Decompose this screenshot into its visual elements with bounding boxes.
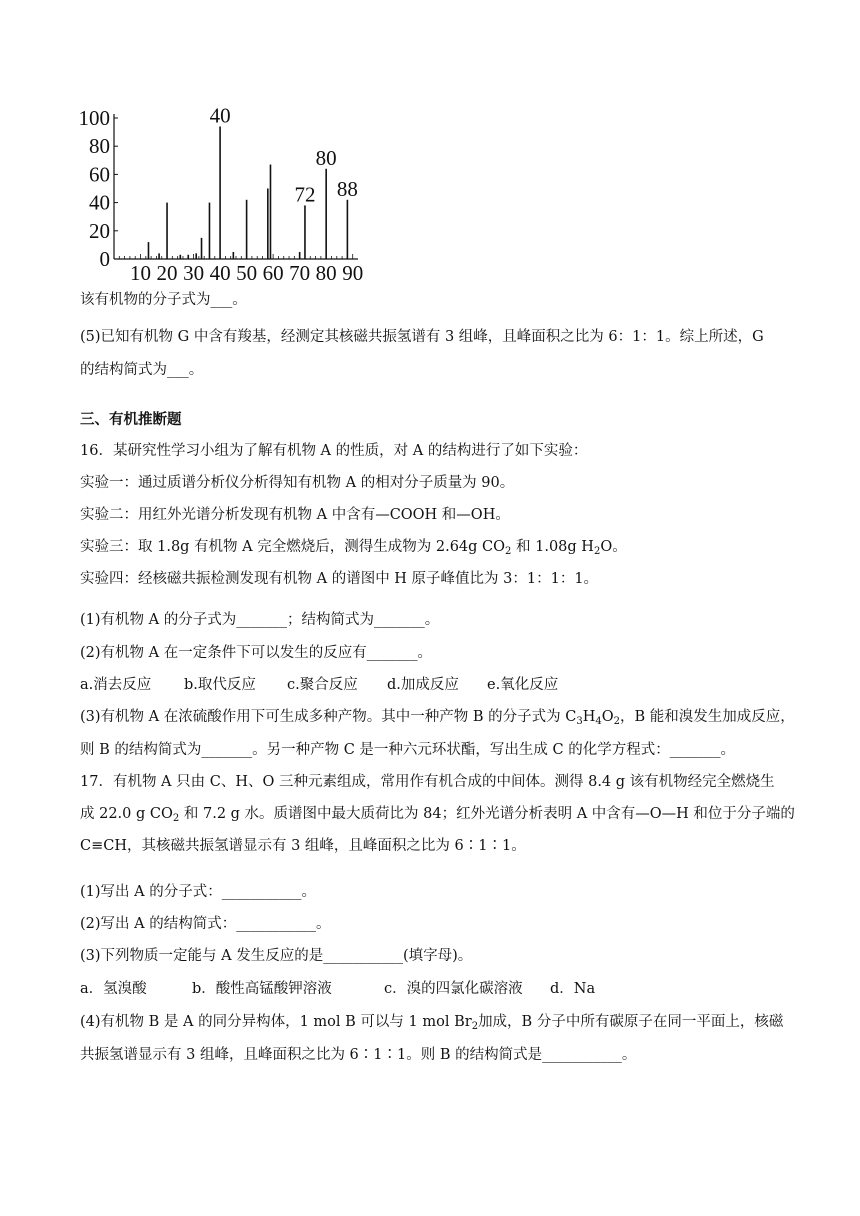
- y-tick-label: 80: [89, 134, 110, 159]
- option: d．Na: [550, 981, 596, 997]
- text-line: [80, 804, 795, 824]
- text-line: (1)写出 A 的分子式：___________。: [80, 884, 316, 900]
- text-segment: ，B 能和溴发生加成反应，: [619, 709, 795, 725]
- question-16-stem: 16．某研究性学习小组为了解有机物 A 的性质，对 A 的结构进行了如下实验：: [80, 443, 588, 459]
- text-segment: O。: [600, 539, 627, 555]
- text-line: 共振氢谱显示有 3 组峰，且峰面积之比为 6∶1∶1。则 B 的结构简式是___________。: [80, 1047, 637, 1063]
- y-tick-label: 0: [99, 247, 110, 271]
- option: b．酸性高锰酸钾溶液: [192, 981, 332, 997]
- text-segment: H: [582, 709, 596, 725]
- text-line: [80, 537, 627, 557]
- text-line: [80, 1012, 783, 1032]
- text-line: 则 B 的结构简式为_______。另一种产物 C 是一种六元环状酯，写出生成 C 的化学方程式：_______。: [80, 742, 735, 758]
- x-tick-label: 90: [342, 261, 364, 282]
- text-segment: 和 1.08g H: [511, 539, 594, 555]
- peak-label: 88: [336, 176, 358, 201]
- x-tick-label: 20: [156, 261, 178, 282]
- text-line: (2)写出 A 的结构简式：___________。: [80, 916, 331, 932]
- options-row: [80, 979, 595, 999]
- x-tick-label: 40: [209, 261, 231, 282]
- text-segment: 实验三：取 1.8g 有机物 A 完全燃烧后，测得生成物为 2.64g CO: [80, 539, 506, 555]
- x-tick-label: 70: [289, 261, 311, 282]
- text-segment: 成 22.0 g CO: [80, 806, 173, 822]
- option: a.消去反应: [80, 677, 152, 693]
- text-line: 该有机物的分子式为___。: [80, 292, 247, 308]
- text-line: (2)有机物 A 在一定条件下可以发生的反应有_______。: [80, 645, 432, 661]
- x-tick-label: 80: [315, 261, 337, 282]
- text-segment: 加成，B 分子中所有碳原子在同一平面上，核磁: [478, 1014, 784, 1030]
- text-segment: O: [601, 709, 614, 725]
- text-line: 实验一：通过质谱分析仪分析得知有机物 A 的相对分子质量为 90。: [80, 475, 515, 491]
- y-tick-label: 40: [89, 190, 110, 215]
- option: e.氧化反应: [487, 677, 559, 693]
- text-line: 的结构简式为___。: [80, 362, 204, 378]
- option: a．氢溴酸: [80, 981, 147, 997]
- mass-spectrum-svg: [72, 104, 372, 282]
- subscript: 2: [505, 546, 512, 557]
- x-tick-label: 60: [262, 261, 284, 282]
- subscript: 3: [576, 716, 583, 727]
- subscript: 2: [593, 546, 601, 557]
- text-line: (5)已知有机物 G 中含有羧基，经测定其核磁共振氢谱有 3 组峰，且峰面积之比为 6：1：1。综上所述，G: [80, 329, 764, 345]
- text-segment: (4)有机物 B 是 A 的同分异构体，1 mol B 可以与 1 mol Br: [80, 1014, 472, 1030]
- text-line: 实验二：用红外光谱分析发现有机物 A 中含有—COOH 和—OH。: [80, 507, 510, 523]
- text-line: 实验四：经核磁共振检测发现有机物 A 的谱图中 H 原子峰值比为 3：1：1：1。: [80, 571, 599, 587]
- y-tick-label: 20: [89, 218, 110, 243]
- mass-spectrum-chart: [72, 104, 372, 282]
- subscript: 2: [471, 1021, 479, 1032]
- options-row: [80, 675, 558, 695]
- peak-label: 40: [209, 104, 231, 128]
- option: c.聚合反应: [287, 677, 358, 693]
- x-tick-label: 50: [236, 261, 258, 282]
- section-heading: 三、有机推断题: [80, 412, 182, 428]
- x-tick-label: 30: [183, 261, 205, 282]
- text-segment: 和 7.2 g 水。质谱图中最大质荷比为 84；红外光谱分析表明 A 中含有—O—H 和位于分子端的: [179, 806, 795, 822]
- y-tick-label: 60: [89, 162, 110, 187]
- peak-label: 72: [294, 182, 316, 207]
- text-line: [80, 707, 795, 727]
- peak-label: 80: [315, 145, 337, 170]
- text-line: (3)下列物质一定能与 A 发生反应的是___________(填字母)。: [80, 948, 473, 964]
- text-segment: (3)有机物 A 在浓硫酸作用下可生成多种产物。其中一种产物 B 的分子式为 C: [80, 709, 577, 725]
- y-tick-label: 100: [78, 106, 110, 130]
- option: d.加成反应: [387, 677, 459, 693]
- subscript: 2: [172, 813, 180, 824]
- question-17-stem: 17．有机物 A 只由 C、H、O 三种元素组成，常用作有机合成的中间体。测得 8.4 g 该有机物经完全燃烧生: [80, 774, 775, 790]
- subscript: 2: [613, 716, 620, 727]
- subscript: 4: [595, 716, 602, 727]
- option: c．溴的四氯化碳溶液: [384, 981, 523, 997]
- option: b.取代反应: [184, 677, 256, 693]
- text-line: C≡CH，其核磁共振氢谱显示有 3 组峰，且峰面积之比为 6∶1∶1。: [80, 838, 526, 854]
- text-line: (1)有机物 A 的分子式为_______；结构简式为_______。: [80, 612, 440, 628]
- x-tick-label: 10: [130, 261, 152, 282]
